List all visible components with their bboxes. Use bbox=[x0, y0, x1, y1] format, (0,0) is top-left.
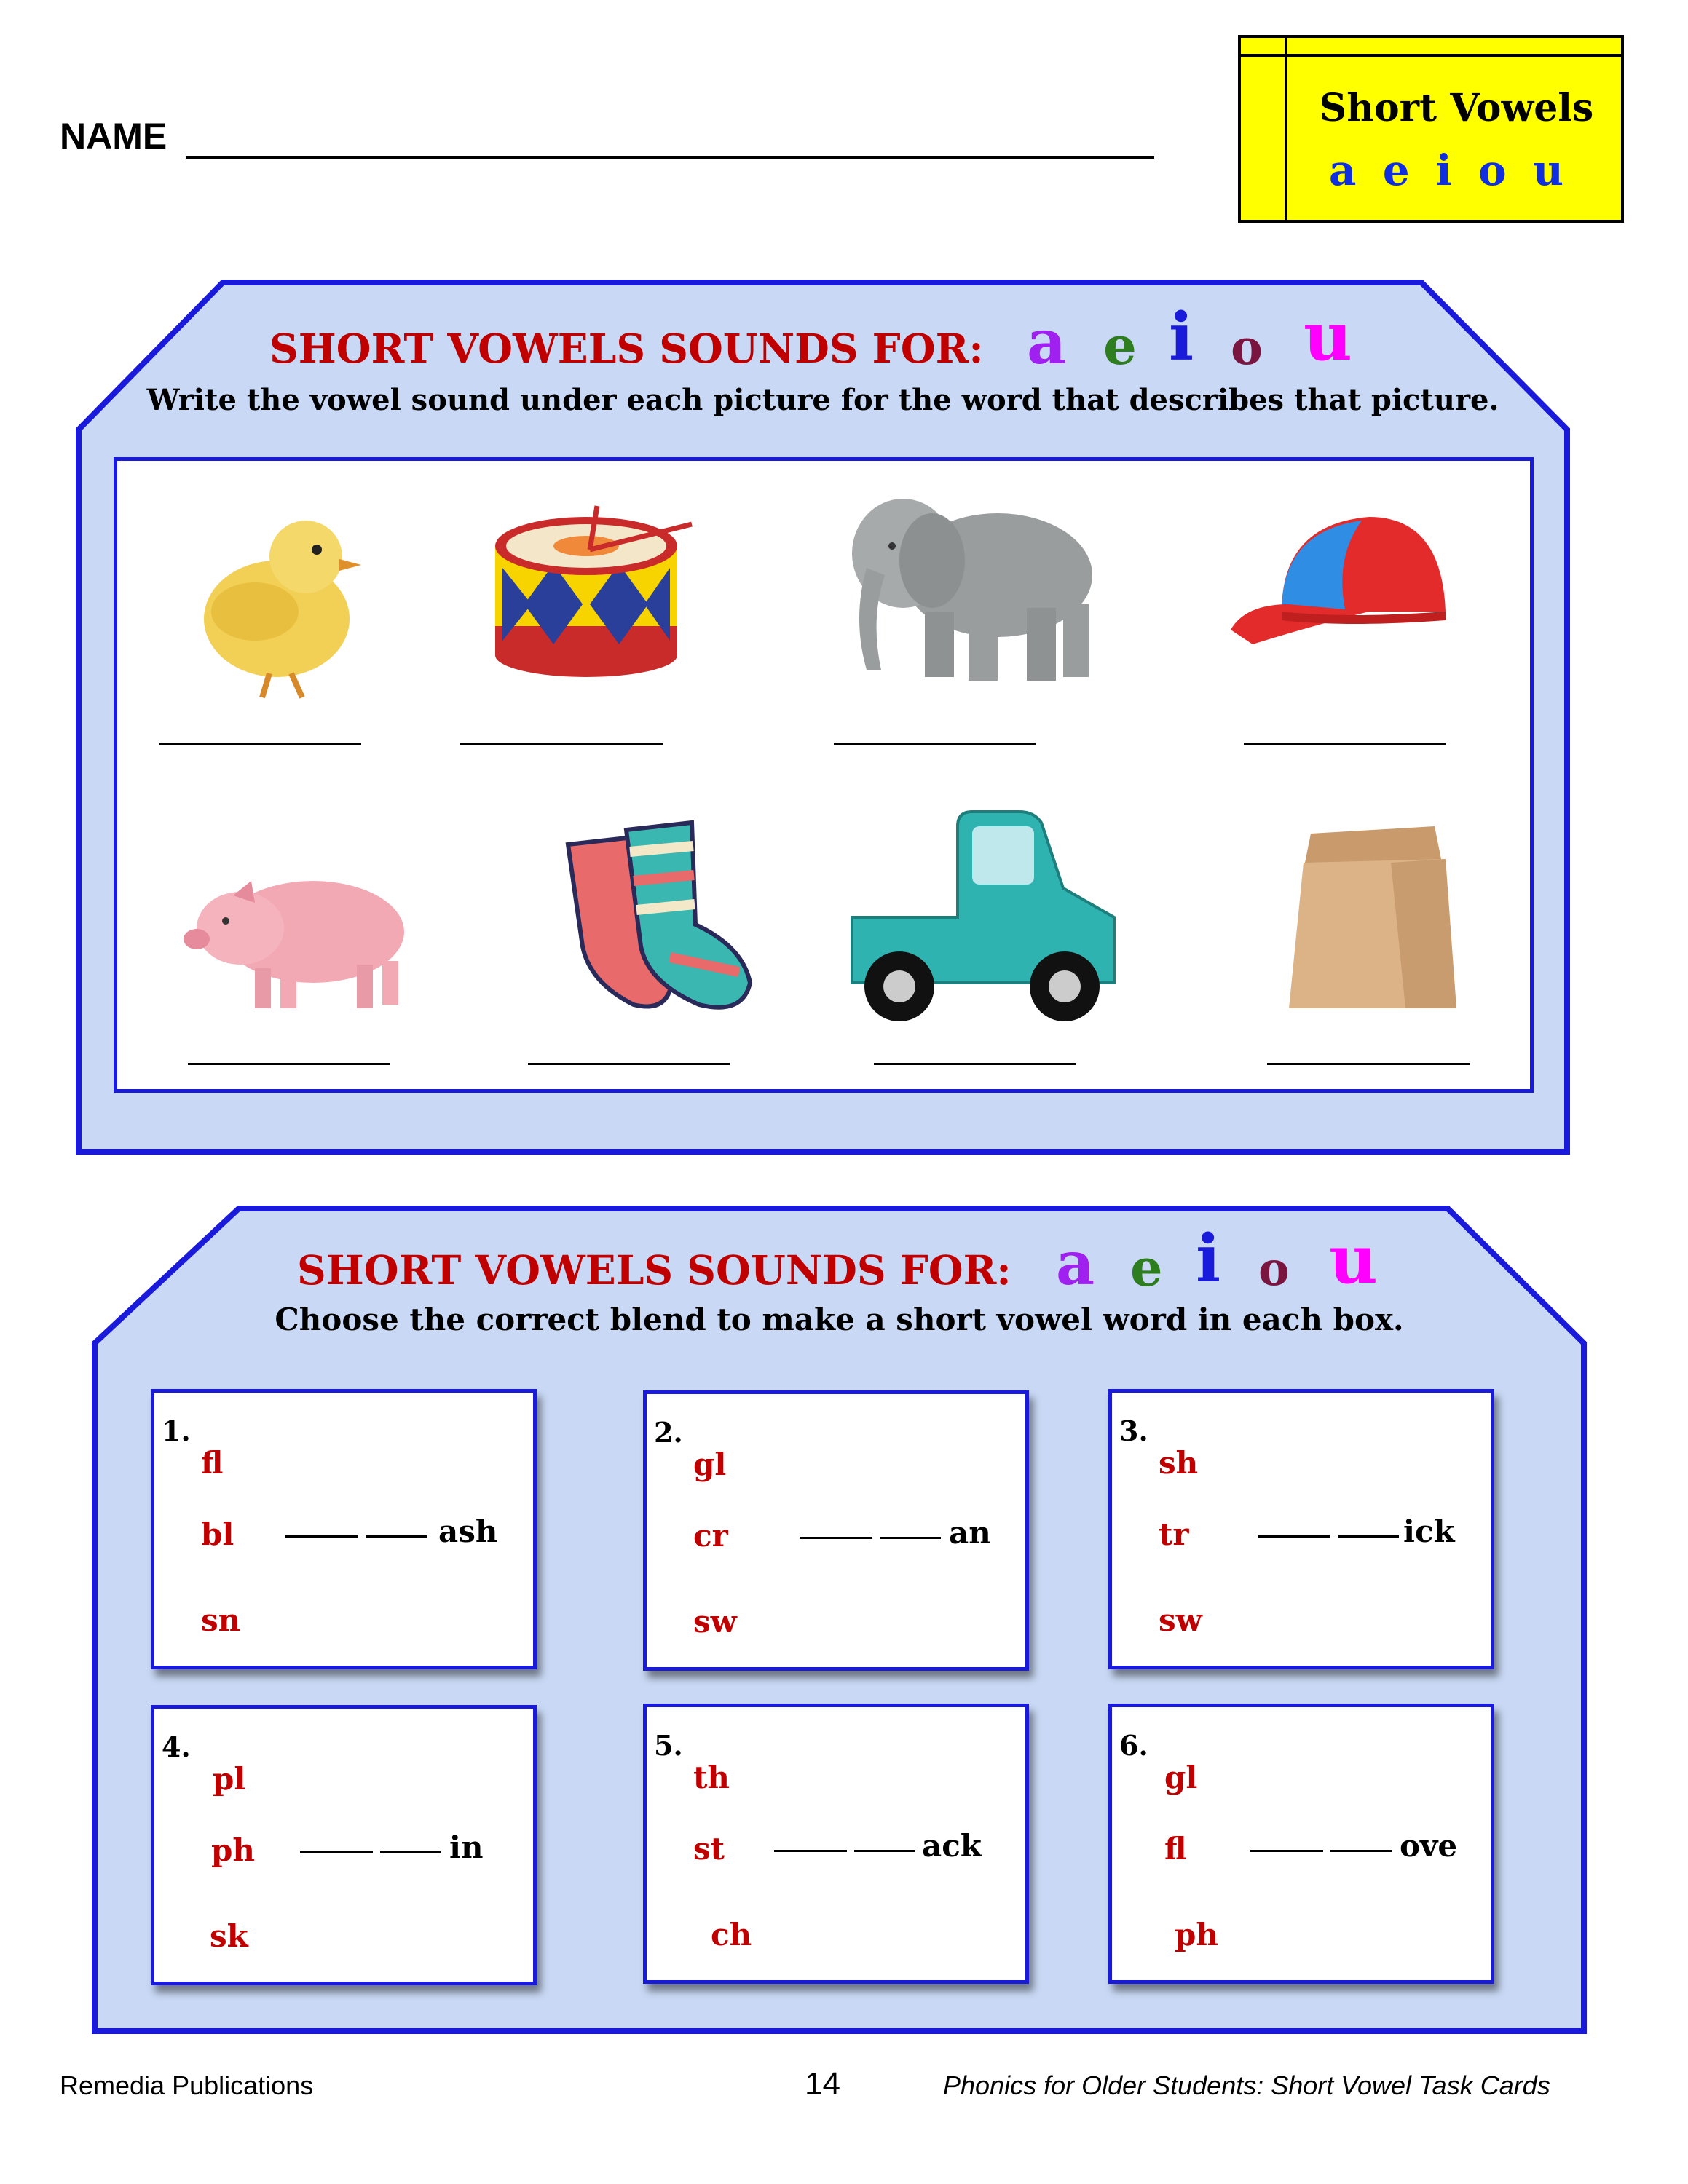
blank-line-1[interactable] bbox=[1250, 1850, 1323, 1852]
word-ending: ack bbox=[922, 1828, 982, 1864]
answer-line-elephant[interactable] bbox=[834, 743, 1036, 745]
blend-option[interactable]: sk bbox=[210, 1918, 248, 1954]
answer-line-socks[interactable] bbox=[528, 1063, 730, 1065]
section1-vowel-a: a bbox=[1027, 306, 1067, 378]
blend-option[interactable]: cr bbox=[693, 1518, 728, 1554]
blank-line-1[interactable] bbox=[285, 1535, 358, 1538]
word-ending: an bbox=[949, 1515, 991, 1551]
section2-vowel-u: u bbox=[1329, 1220, 1378, 1299]
blank-line-1[interactable] bbox=[1258, 1535, 1330, 1538]
blend-option[interactable]: st bbox=[693, 1831, 725, 1867]
answer-line-bag[interactable] bbox=[1267, 1063, 1470, 1065]
blank-line-2[interactable] bbox=[880, 1537, 941, 1539]
socks-picture bbox=[561, 815, 765, 1026]
blend-option[interactable]: th bbox=[693, 1760, 730, 1795]
pig-picture bbox=[182, 859, 415, 1012]
task-card-6 bbox=[1108, 1704, 1494, 1984]
blend-option[interactable]: pl bbox=[213, 1761, 246, 1797]
cap-picture bbox=[1223, 502, 1456, 677]
elephant-picture bbox=[837, 488, 1107, 692]
task-card-1 bbox=[151, 1389, 537, 1669]
section1-vowel-o: o bbox=[1231, 319, 1263, 376]
blank-line-1[interactable] bbox=[300, 1851, 373, 1853]
drum-picture bbox=[481, 495, 714, 684]
chick-picture bbox=[175, 502, 379, 706]
answer-line-cap[interactable] bbox=[1244, 743, 1446, 745]
card-number: 6. bbox=[1119, 1729, 1148, 1762]
blank-line-1[interactable] bbox=[800, 1537, 872, 1539]
blank-line-2[interactable] bbox=[1330, 1850, 1392, 1852]
truck-picture bbox=[845, 808, 1121, 1034]
blend-option[interactable]: fl bbox=[1164, 1831, 1187, 1867]
blend-option[interactable]: bl bbox=[201, 1516, 234, 1552]
page-number: 14 bbox=[805, 2066, 840, 2102]
section1-instruction: Write the vowel sound under each picture for the word that describes that picture. bbox=[146, 383, 1499, 417]
blank-line-2[interactable] bbox=[854, 1850, 915, 1852]
word-ending: ove bbox=[1400, 1828, 1458, 1864]
answer-line-chick[interactable] bbox=[159, 743, 361, 745]
blend-option[interactable]: sh bbox=[1159, 1445, 1199, 1481]
blank-line-2[interactable] bbox=[366, 1535, 427, 1538]
section2-vowel-i: i bbox=[1196, 1220, 1221, 1297]
blank-line-2[interactable] bbox=[1338, 1535, 1399, 1538]
card-number: 2. bbox=[654, 1416, 683, 1449]
section1-vowel-e: e bbox=[1103, 314, 1137, 376]
blank-line-2[interactable] bbox=[380, 1851, 441, 1853]
card-number: 1. bbox=[162, 1415, 191, 1447]
answer-line-truck[interactable] bbox=[874, 1063, 1076, 1065]
blend-option[interactable]: ph bbox=[211, 1832, 255, 1868]
task-card-2 bbox=[643, 1390, 1029, 1671]
section2-vowel-a: a bbox=[1056, 1229, 1095, 1299]
word-ending: ash bbox=[438, 1514, 498, 1549]
tag-title: Short Vowels bbox=[1319, 86, 1594, 130]
blend-option[interactable]: sw bbox=[693, 1604, 737, 1639]
footer-book-title: Phonics for Older Students: Short Vowel Task Cards bbox=[943, 2070, 1550, 2100]
blend-option[interactable]: ph bbox=[1175, 1917, 1218, 1952]
answer-line-pig[interactable] bbox=[188, 1063, 390, 1065]
answer-line-drum[interactable] bbox=[460, 743, 663, 745]
card-number: 3. bbox=[1119, 1415, 1148, 1447]
paper-bag-picture bbox=[1282, 819, 1464, 1016]
word-ending: ick bbox=[1403, 1514, 1455, 1549]
section2-title: SHORT VOWELS SOUNDS FOR: bbox=[297, 1246, 1011, 1294]
blend-option[interactable]: sn bbox=[201, 1602, 241, 1638]
task-card-3 bbox=[1108, 1389, 1494, 1669]
task-card-5 bbox=[643, 1704, 1029, 1984]
section1-title: SHORT VOWELS SOUNDS FOR: bbox=[269, 325, 984, 372]
blank-line-1[interactable] bbox=[774, 1850, 847, 1852]
section1-vowel-u: u bbox=[1304, 297, 1352, 376]
card-number: 5. bbox=[654, 1729, 683, 1762]
section1-vowel-i: i bbox=[1169, 298, 1194, 376]
card-number: 4. bbox=[162, 1730, 191, 1763]
section2-instruction: Choose the correct blend to make a short vowel word in each box. bbox=[275, 1302, 1404, 1337]
section2-vowel-e: e bbox=[1130, 1238, 1163, 1298]
blend-option[interactable]: gl bbox=[693, 1447, 727, 1482]
blend-option[interactable]: gl bbox=[1164, 1760, 1198, 1795]
tag-vowels: a e i o u bbox=[1328, 146, 1570, 195]
section2-vowel-o: o bbox=[1258, 1242, 1290, 1297]
blend-option[interactable]: ch bbox=[711, 1917, 752, 1952]
name-label: NAME bbox=[60, 116, 167, 157]
footer-publisher: Remedia Publications bbox=[60, 2070, 314, 2100]
blend-option[interactable]: sw bbox=[1159, 1602, 1202, 1638]
word-ending: in bbox=[449, 1829, 484, 1865]
blend-option[interactable]: fl bbox=[201, 1445, 224, 1481]
blend-option[interactable]: tr bbox=[1159, 1516, 1189, 1552]
task-card-4 bbox=[151, 1705, 537, 1985]
